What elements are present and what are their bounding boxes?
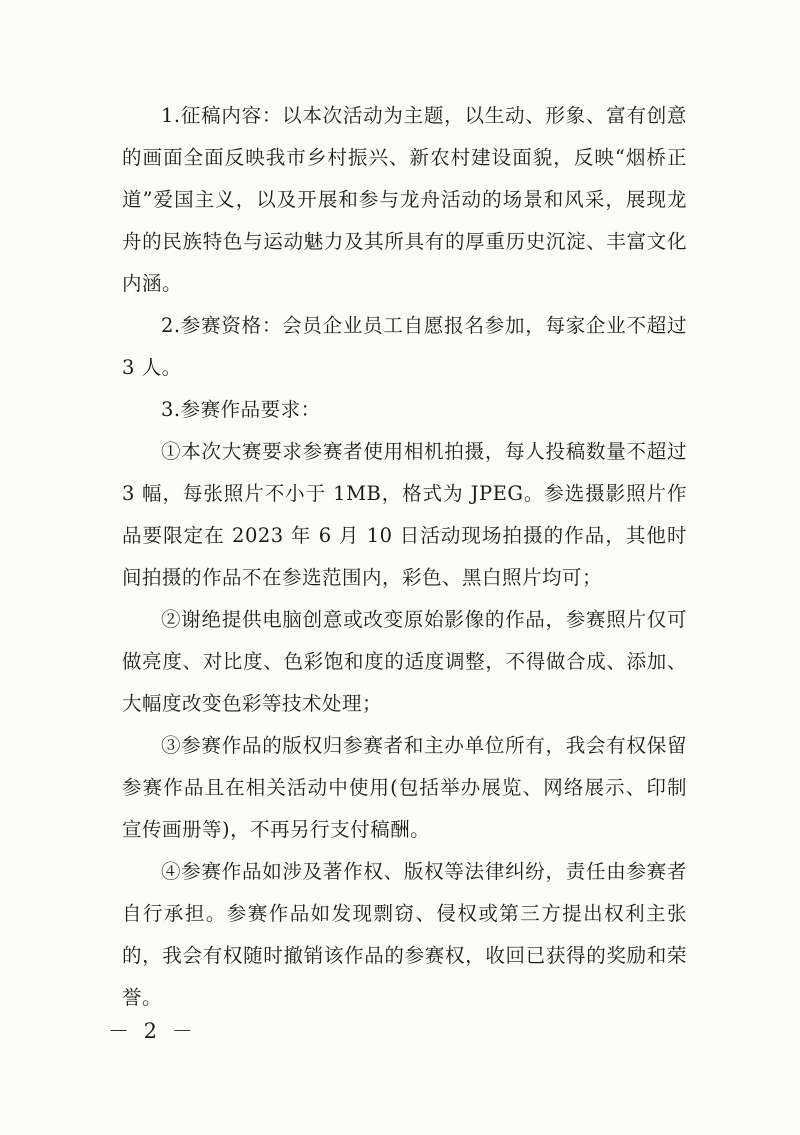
page-number: － 2 －	[108, 1019, 197, 1043]
document-body	[122, 95, 687, 1019]
paragraph-requirement-2: ②谢绝提供电脑创意或改变原始影像的作品，参赛照片仅可做亮度、对比度、色彩饱和度的适度调整，不得做合成、添加、大幅度改变色彩等技术处理；	[122, 608, 687, 715]
paragraph-submission-content: 1.征稿内容：以本次活动为主题，以生动、形象、富有创意的画面全面反映我市乡村振兴、新农村建设面貌，反映“烟桥正道”爱国主义，以及开展和参与龙舟活动的场景和风采，展现龙舟的民族特色与运动魅力及其所具有的厚重历史沉淀、丰富文化内涵。	[122, 104, 687, 295]
paragraph-requirements-heading: 3.参赛作品要求：	[161, 398, 321, 421]
paragraph-requirement-3: ③参赛作品的版权归参赛者和主办单位所有，我会有权保留参赛作品且在相关活动中使用(包括举办展览、网络展示、印制宣传画册等)，不再另行支付稿酬。	[122, 734, 687, 841]
paragraph-requirement-1: ①本次大赛要求参赛者使用相机拍摄，每人投稿数量不超过 3 幅，每张照片不小于 1MB，格式为 JPEG。参选摄影照片作品要限定在 2023 年 6 月 10 日活动现场拍摄的作品，其他时间拍摄的作品不在参选范围内，彩色、黑白照片均可；	[122, 440, 687, 589]
paragraph-eligibility: 2.参赛资格：会员企业员工自愿报名参加，每家企业不超过 3 人。	[122, 314, 687, 379]
paragraph-requirement-4: ④参赛作品如涉及著作权、版权等法律纠纷，责任由参赛者自行承担。参赛作品如发现剽窃、侵权或第三方提出权利主张的，我会有权随时撤销该作品的参赛权，收回已获得的奖励和荣誉。	[122, 860, 687, 1009]
